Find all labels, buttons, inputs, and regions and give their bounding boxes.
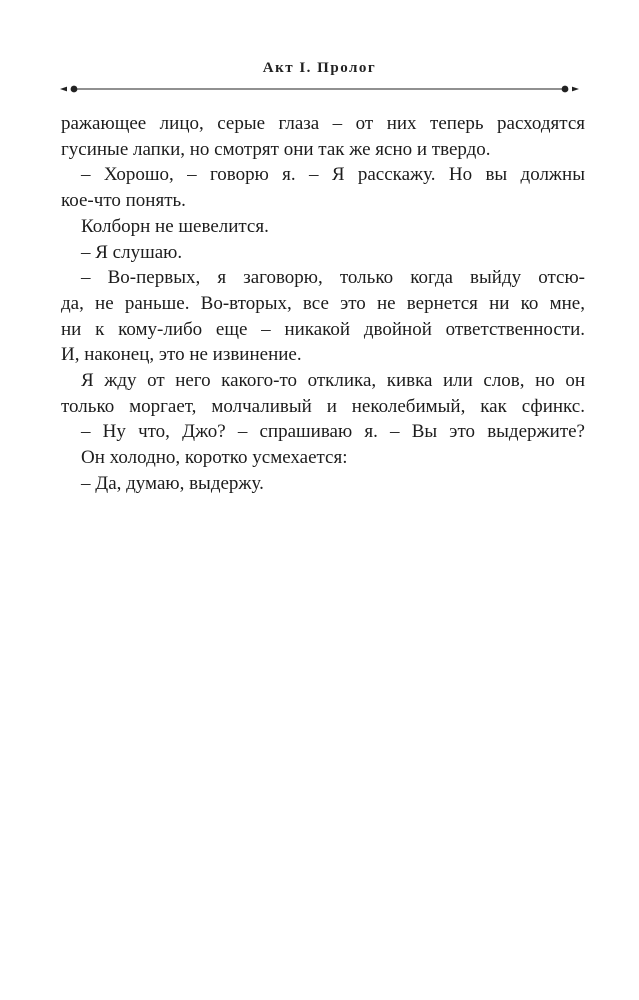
text-line: да, не раньше. Во-вторых, все это не вернется ни ко мне, (61, 292, 585, 314)
text-line: гусиные лапки, но смотрят они так же ясно и твердо. (61, 138, 491, 160)
running-head-title: Акт I. Пролог (262, 60, 377, 76)
text-line: ражающее лицо, серые глаза – от них теперь расходятся (61, 113, 585, 134)
text-line: – Я слушаю. (81, 241, 183, 263)
text-line: только моргает, молчаливый и неколебимый, как сфинкс. (61, 395, 585, 417)
text-line: – Ну что, Джо? – спрашиваю я. – Вы это выдержите? (81, 421, 585, 443)
text-line: – Во-первых, я заговорю, только когда выйду отсю- (81, 267, 585, 289)
text-line: – Хорошо, – говорю я. – Я расскажу. Но вы должны (81, 164, 585, 186)
text-line: кое-что понять. (61, 190, 186, 212)
text-line: И, наконец, это не извинение. (61, 344, 302, 366)
text-line: Я жду от него какого-то отклика, кивка или слов, но он (81, 370, 585, 392)
text-line: – Да, думаю, выдержу. (81, 472, 264, 494)
body-text (61, 111, 585, 497)
header-ornament-rule (60, 84, 579, 94)
text-line: Колборн не шевелится. (81, 215, 269, 237)
text-line: Он холодно, коротко усмехается: (81, 447, 348, 469)
text-line: ни к кому-либо еще – никакой двойной ответственности. (61, 318, 585, 340)
